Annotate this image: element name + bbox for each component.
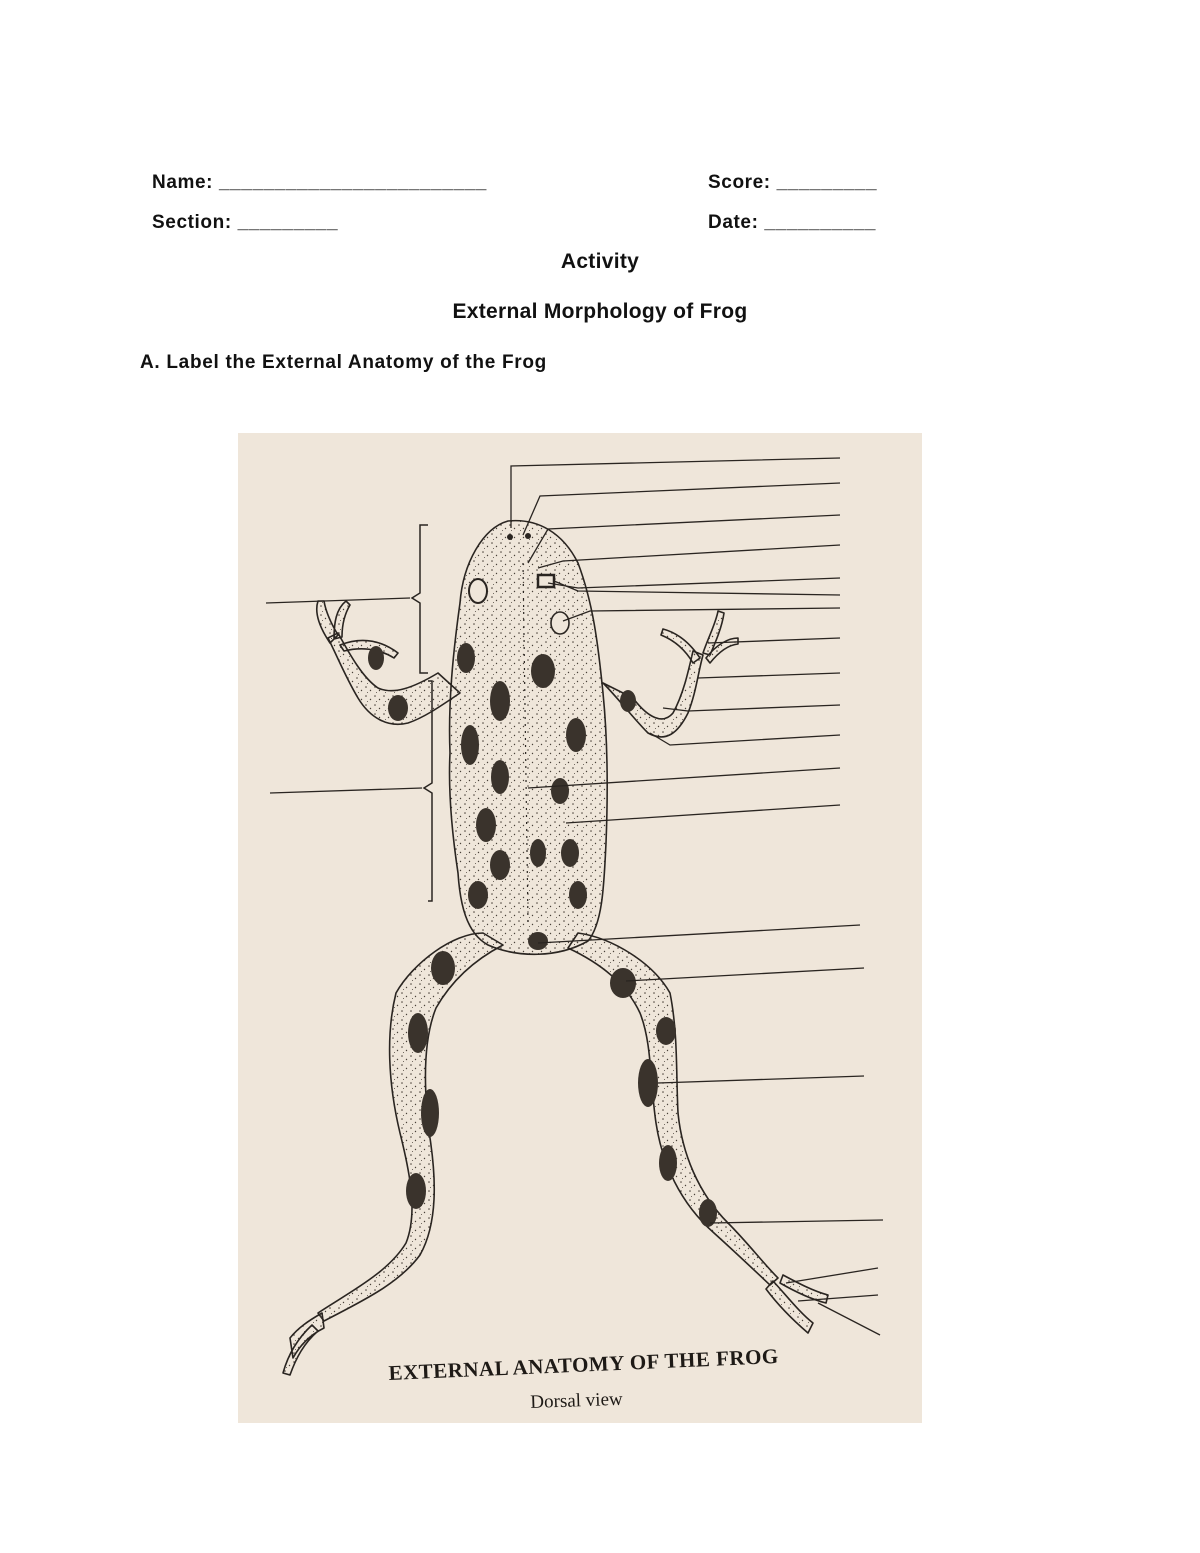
activity-title: Activity <box>560 250 640 273</box>
label-line-7 <box>563 608 840 621</box>
section-field[interactable]: Section: _________ <box>152 212 339 233</box>
label-line-15 <box>626 968 864 981</box>
nostril-right <box>525 533 531 539</box>
head-label-line <box>266 598 410 603</box>
label-line-4 <box>538 545 840 568</box>
figure-caption: EXTERNAL ANATOMY OF THE FROG <box>388 1343 780 1385</box>
spot <box>468 881 488 909</box>
spot <box>569 881 587 909</box>
frog-outline <box>283 521 828 1375</box>
frog-anatomy-figure <box>238 433 922 1423</box>
spot <box>431 951 455 985</box>
eye-left <box>469 579 487 603</box>
trunk-label-line <box>270 788 422 793</box>
label-line-5 <box>548 578 840 588</box>
spot <box>408 1013 428 1053</box>
frog-right-arm <box>603 651 703 737</box>
spot <box>659 1145 677 1181</box>
spot <box>566 718 586 752</box>
spot <box>638 1059 658 1107</box>
label-line-20 <box>818 1303 880 1335</box>
spot <box>528 932 548 950</box>
label-line-17 <box>710 1220 883 1223</box>
eye-right <box>538 575 554 587</box>
frog-diagram <box>238 433 922 1423</box>
spot <box>457 643 475 673</box>
name-field[interactable]: Name: ________________________ <box>152 172 487 193</box>
spot <box>491 760 509 794</box>
spot <box>551 778 569 804</box>
date-field[interactable]: Date: __________ <box>708 212 877 233</box>
spot <box>388 695 408 721</box>
spot <box>610 968 636 998</box>
label-line-11 <box>650 733 840 745</box>
figure-subcaption: Dorsal view <box>530 1388 624 1413</box>
spot <box>656 1017 676 1045</box>
spot <box>530 839 546 867</box>
spot <box>476 808 496 842</box>
spot <box>561 839 579 867</box>
spot <box>461 725 479 765</box>
spot <box>368 646 384 670</box>
spot <box>406 1173 426 1209</box>
head-bracket <box>412 525 428 673</box>
label-line-2 <box>523 483 840 535</box>
frog-left-hand <box>317 601 398 658</box>
label-line-18 <box>786 1268 878 1283</box>
nostril-left <box>507 534 513 540</box>
frog-right-leg <box>568 933 778 1285</box>
frog-left-foot <box>283 1313 324 1375</box>
spot <box>620 690 636 712</box>
instruction-text: A. Label the External Anatomy of the Frog <box>140 352 547 373</box>
spot <box>421 1089 439 1137</box>
label-line-9 <box>698 673 840 678</box>
score-field[interactable]: Score: _________ <box>708 172 878 193</box>
spot <box>490 681 510 721</box>
worksheet-subtitle: External Morphology of Frog <box>452 300 748 323</box>
label-line-16 <box>658 1076 864 1083</box>
spot <box>490 850 510 880</box>
frog-left-leg <box>318 933 503 1321</box>
tympanum <box>551 612 569 634</box>
spot <box>531 654 555 688</box>
